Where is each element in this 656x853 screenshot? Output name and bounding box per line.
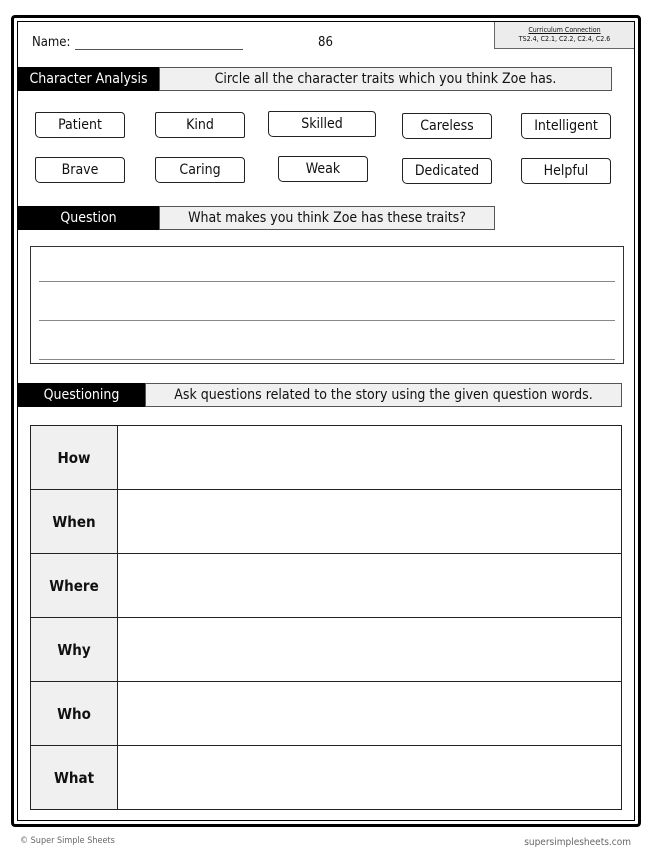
trait-option[interactable]: Patient [35, 112, 125, 138]
table-row [31, 618, 622, 682]
question-word: How [31, 426, 118, 490]
curriculum-connection-box [494, 22, 634, 49]
page-number: 86 [318, 35, 333, 50]
question-answer-cell[interactable] [118, 746, 622, 810]
question-word: Who [31, 682, 118, 746]
trait-option[interactable]: Caring [155, 157, 245, 183]
curriculum-title: Curriculum Connection [528, 26, 601, 34]
question-word: Where [31, 554, 118, 618]
question-word: What [31, 746, 118, 810]
footer-copyright: © Super Simple Sheets [20, 836, 115, 846]
character-analysis-bar [18, 67, 612, 91]
answer-line[interactable] [39, 281, 615, 282]
curriculum-codes: TS2.4, C2.1, C2.2, C2.4, C2.6 [518, 35, 611, 43]
section-tag: Question [18, 206, 159, 230]
name-label: Name: [32, 35, 71, 50]
question-answer-cell[interactable] [118, 618, 622, 682]
question-word: Why [31, 618, 118, 682]
question-answer-cell[interactable] [118, 682, 622, 746]
section-tag: Character Analysis [18, 67, 159, 91]
question-bar [18, 206, 495, 230]
answer-line[interactable] [39, 359, 615, 360]
trait-option[interactable]: Kind [155, 112, 245, 138]
questioning-instruction: Ask questions related to the story using the given question words. [145, 383, 622, 407]
question-word: When [31, 490, 118, 554]
trait-option[interactable]: Helpful [521, 158, 611, 184]
table-row [31, 682, 622, 746]
question-answer-cell[interactable] [118, 554, 622, 618]
footer-website[interactable]: supersimplesheets.com [524, 837, 631, 848]
question-prompt: What makes you think Zoe has these traits? [159, 206, 495, 230]
table-row [31, 490, 622, 554]
questioning-table [30, 425, 622, 810]
question-answer-cell[interactable] [118, 490, 622, 554]
table-row [31, 554, 622, 618]
trait-option[interactable]: Intelligent [521, 113, 611, 139]
trait-option[interactable]: Weak [278, 156, 368, 182]
trait-option[interactable]: Dedicated [402, 158, 492, 184]
questioning-bar [18, 383, 622, 407]
trait-option[interactable]: Brave [35, 157, 125, 183]
name-field[interactable] [75, 49, 243, 50]
question-answer-cell[interactable] [118, 426, 622, 490]
table-row [31, 746, 622, 810]
section-tag: Questioning [18, 383, 145, 407]
answer-box[interactable] [30, 246, 624, 364]
answer-line[interactable] [39, 320, 615, 321]
trait-option[interactable]: Skilled [268, 111, 376, 137]
table-row [31, 426, 622, 490]
section-instruction: Circle all the character traits which you think Zoe has. [159, 67, 612, 91]
trait-option[interactable]: Careless [402, 113, 492, 139]
